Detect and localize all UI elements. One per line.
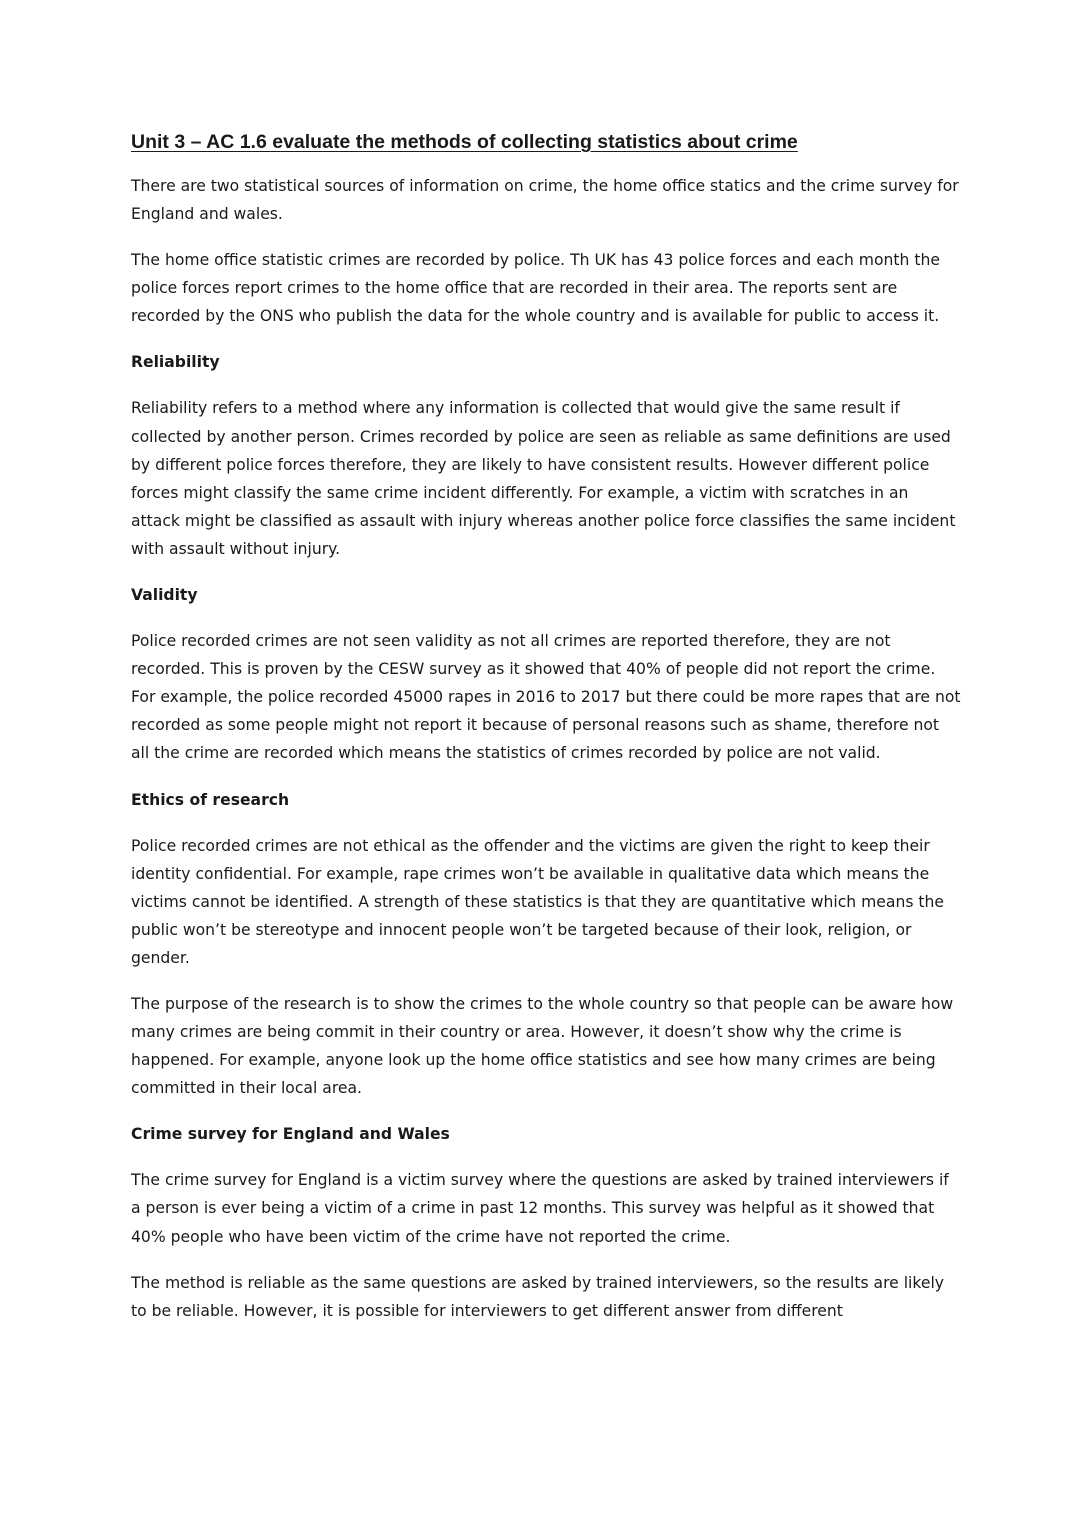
paragraph: Reliability refers to a method where any information is collected that would give the same result if collected by another person. Crimes recorded by police are seen as reliable as same definitions are used by different police forces therefore, they are likely to have consistent results. However different police forces might classify the same crime incident differently. For example, a victim with scratches in an attack might be classified as assault with injury whereas another police force classifies the same incident with assault without injury.: [131, 399, 956, 558]
document-title: Unit 3 – AC 1.6 evaluate the methods of collecting statistics about crime: [131, 131, 798, 153]
paragraph: There are two statistical sources of information on crime, the home office statics and the crime survey for England and wales.: [131, 177, 959, 224]
paragraph: Police recorded crimes are not seen validity as not all crimes are reported therefore, they are not recorded. This is proven by the CESW survey as it showed that 40% of people did not report the crime. For example, the police recorded 45000 rapes in 2016 to 2017 but there could be more rapes that are not recorded as some people might not report it because of personal reasons such as shame, therefore not all the crime are recorded which means the statistics of crimes recorded by police are not valid.: [131, 632, 961, 763]
document-page: [131, 128, 961, 1343]
paragraph: Police recorded crimes are not ethical as the offender and the victims are given the right to keep their identity confidential. For example, rape crimes won’t be available in qualitative data which means the victims cannot be identified. A strength of these statistics is that they are quantitative which means the public won’t be stereotype and innocent people won’t be targeted because of their look, religion, or gender.: [131, 836, 944, 967]
paragraph: The home office statistic crimes are recorded by police. Th UK has 43 police forces and each month the police forces report crimes to the home office that are recorded in their area. The reports sent are recorded by the ONS who publish the data for the whole country and is available for public to access it.: [131, 251, 940, 326]
section-heading: Validity: [131, 586, 198, 605]
paragraph: The crime survey for England is a victim survey where the questions are asked by trained interviewers if a person is ever being a victim of a crime in past 12 months. This survey was helpful as it showed that 40% people who have been victim of the crime have not reported the crime.: [131, 1171, 949, 1246]
paragraph: The method is reliable as the same questions are asked by trained interviewers, so the results are likely to be reliable. However, it is possible for interviewers to get different answer from different: [131, 1273, 944, 1320]
section-heading: Reliability: [131, 353, 220, 372]
section-heading: Crime survey for England and Wales: [131, 1125, 450, 1144]
section-heading: Ethics of research: [131, 790, 290, 809]
paragraph: The purpose of the research is to show the crimes to the whole country so that people can be aware how many crimes are being commit in their country or area. However, it doesn’t show why the crime is happened. For example, anyone look up the home office statistics and see how many crimes are being committed in their local area.: [131, 994, 954, 1098]
document-body: [131, 172, 961, 1325]
